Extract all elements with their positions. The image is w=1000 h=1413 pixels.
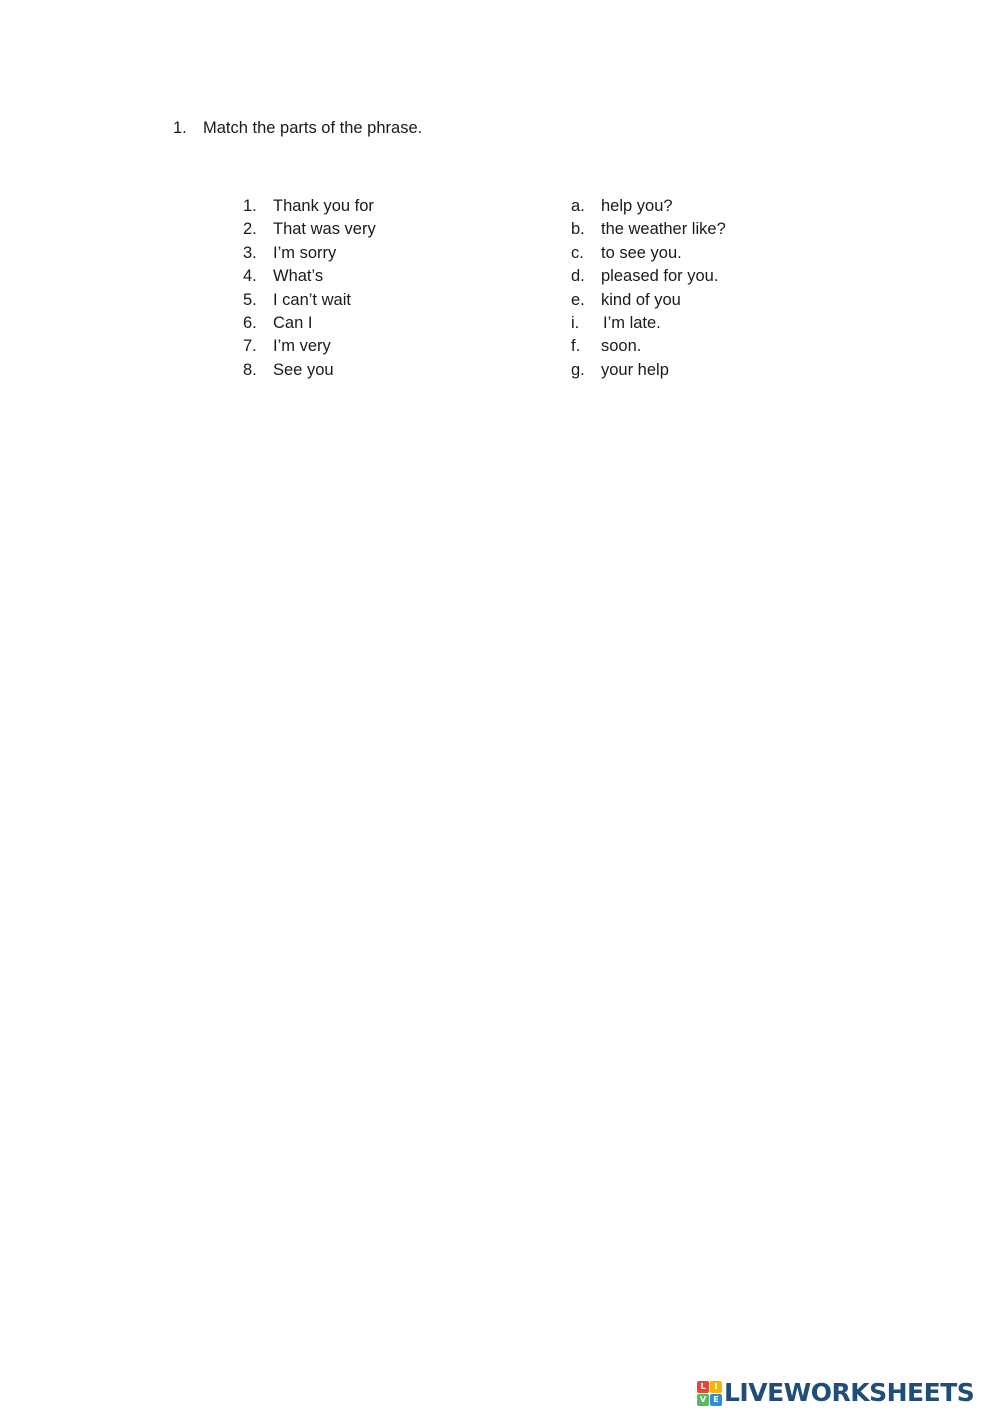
list-item [243, 359, 376, 382]
list-item [571, 242, 726, 265]
list-item [243, 195, 376, 218]
item-text: That was very [273, 220, 376, 239]
item-marker: f. [571, 337, 581, 356]
item-marker: 4. [243, 267, 257, 286]
item-text: your help [601, 360, 669, 379]
item-marker: 5. [243, 290, 257, 309]
item-marker: 2. [243, 220, 257, 239]
exercise-instruction [173, 119, 422, 138]
logo-tile: V [697, 1394, 709, 1406]
item-text: See you [273, 360, 334, 379]
list-item [571, 359, 726, 382]
item-marker: 8. [243, 360, 257, 379]
item-marker: c. [571, 243, 584, 262]
item-text: Thank you for [273, 197, 374, 215]
item-marker: e. [571, 290, 585, 309]
list-item [243, 335, 376, 358]
list-item [571, 335, 726, 358]
list-item [571, 265, 726, 288]
item-text: kind of you [601, 290, 681, 309]
item-text: pleased for you. [601, 267, 719, 286]
list-item [243, 242, 376, 265]
list-item [571, 195, 726, 218]
item-marker: d. [571, 267, 585, 286]
liveworksheets-icon [697, 1381, 721, 1405]
item-text: I’m late. [603, 313, 661, 332]
phrase-start-list [243, 195, 376, 382]
item-text: help you? [601, 197, 673, 215]
item-text: Can I [273, 313, 313, 332]
item-marker: 3. [243, 243, 257, 262]
item-marker: i. [571, 313, 580, 332]
item-marker: 1. [243, 197, 257, 215]
list-item [243, 312, 376, 335]
phrase-end-list [571, 195, 726, 382]
item-text: I’m very [273, 337, 331, 356]
item-text: soon. [601, 337, 642, 356]
item-text: the weather like? [601, 220, 726, 239]
instruction-text: Match the parts of the phrase. [203, 119, 423, 137]
list-item [571, 218, 726, 241]
logo-tile: I [710, 1381, 722, 1393]
list-item [243, 218, 376, 241]
list-item [243, 265, 376, 288]
item-text: to see you. [601, 243, 682, 262]
list-item [243, 289, 376, 312]
item-marker: g. [571, 360, 585, 379]
item-marker: a. [571, 197, 585, 215]
item-text: I’m sorry [273, 243, 337, 262]
item-text: I can’t wait [273, 290, 351, 309]
item-text: What’s [273, 267, 324, 286]
exercise-number: 1. [173, 119, 187, 137]
logo-tile: L [697, 1381, 709, 1393]
item-marker: 7. [243, 337, 257, 356]
watermark-text: LIVEWORKSHEETS [724, 1378, 975, 1407]
item-marker: 6. [243, 313, 257, 332]
list-item [571, 312, 726, 335]
list-item [571, 289, 726, 312]
liveworksheets-logo [697, 1377, 974, 1409]
item-marker: b. [571, 220, 585, 239]
logo-tile: E [710, 1394, 722, 1406]
